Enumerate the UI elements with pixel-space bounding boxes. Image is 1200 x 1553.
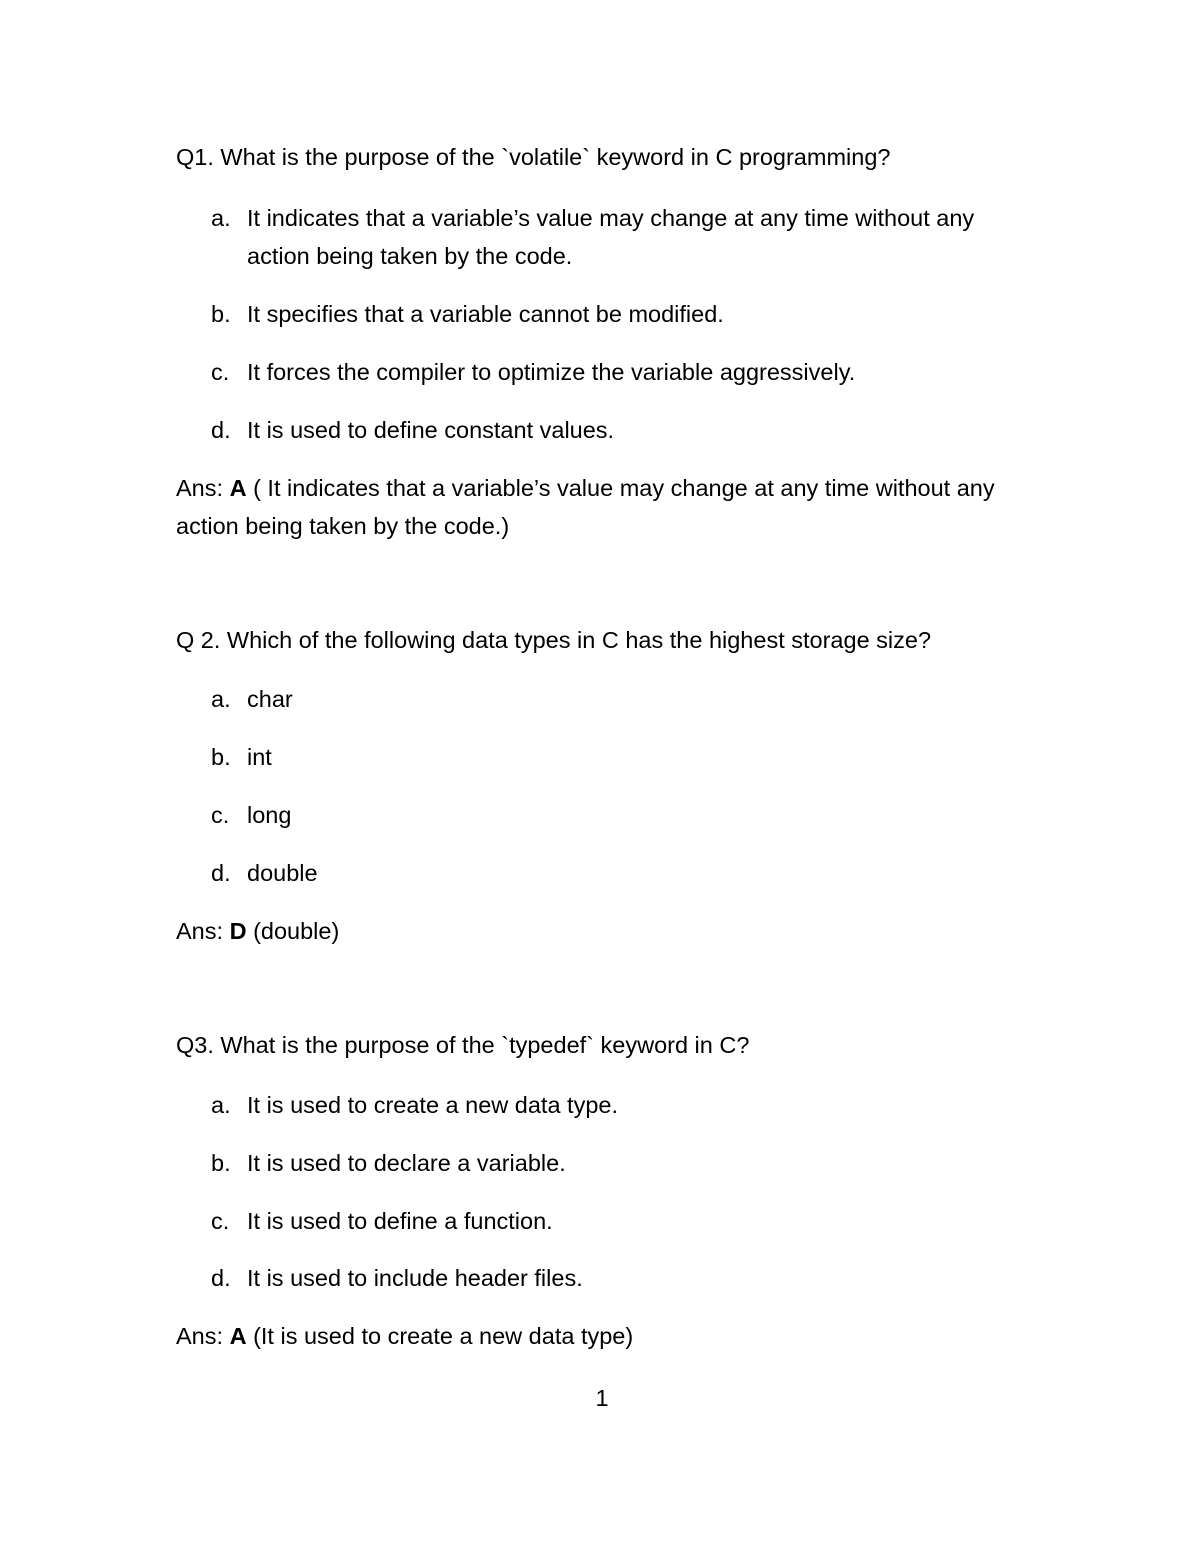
question-2-option-d (211, 854, 1011, 892)
question-2-option-c (211, 796, 1011, 834)
question-1-title: Q1. What is the purpose of the `volatile` keyword in C programming? (176, 144, 891, 170)
answer-prefix: Ans: (176, 918, 230, 944)
question-3-option-c (211, 1202, 1011, 1240)
option-text: double (247, 860, 318, 886)
answer-letter: A (229, 475, 247, 501)
question-3-option-a (211, 1086, 1011, 1124)
answer-prefix: Ans: (176, 475, 230, 501)
option-text: It specifies that a variable cannot be modified. (247, 301, 724, 327)
answer-text: (It is used to create a new data type) (246, 1323, 634, 1349)
option-text: It indicates that a variable’s value may change at any time without any action being taken by the code. (247, 205, 975, 269)
answer-letter: A (229, 1323, 247, 1349)
answer-text: (double) (246, 918, 340, 944)
option-letter: d. (211, 1265, 231, 1291)
page-number: 1 (595, 1385, 609, 1411)
option-text: It is used to define constant values. (247, 417, 615, 443)
question-3-option-d (211, 1259, 1011, 1297)
question-1-option-a (211, 199, 1011, 275)
option-letter: c. (211, 1208, 230, 1234)
option-letter: d. (211, 417, 231, 443)
answer-text: ( It indicates that a variable’s value may change at any time without any action being taken by the code.) (176, 475, 995, 539)
question-1-option-c (211, 353, 1011, 391)
question-2-option-a (211, 680, 1011, 718)
option-letter: b. (211, 744, 231, 770)
option-letter: d. (211, 860, 231, 886)
option-text: int (247, 744, 272, 770)
option-letter: c. (211, 802, 230, 828)
option-letter: b. (211, 1150, 231, 1176)
question-2-title: Q 2. Which of the following data types in C has the highest storage size? (176, 627, 932, 653)
option-letter: a. (211, 1092, 231, 1118)
question-2-answer (176, 912, 1026, 950)
option-letter: a. (211, 205, 231, 231)
option-text: It is used to define a function. (247, 1208, 553, 1234)
question-1-option-d (211, 411, 1011, 449)
option-text: It is used to create a new data type. (247, 1092, 618, 1118)
option-text: char (247, 686, 293, 712)
option-letter: b. (211, 301, 231, 327)
option-text: It forces the compiler to optimize the variable aggressively. (247, 359, 856, 385)
question-2-option-b (211, 738, 1011, 776)
option-letter: c. (211, 359, 230, 385)
option-text: It is used to declare a variable. (247, 1150, 566, 1176)
option-text: It is used to include header files. (247, 1265, 583, 1291)
question-3-answer (176, 1317, 1026, 1355)
question-1-answer (176, 469, 1026, 545)
option-text: long (247, 802, 292, 828)
answer-letter: D (229, 918, 247, 944)
question-3-title: Q3. What is the purpose of the `typedef` keyword in C? (176, 1032, 750, 1058)
option-letter: a. (211, 686, 231, 712)
question-1-option-b (211, 295, 1011, 333)
question-3-option-b (211, 1144, 1011, 1182)
answer-prefix: Ans: (176, 1323, 230, 1349)
